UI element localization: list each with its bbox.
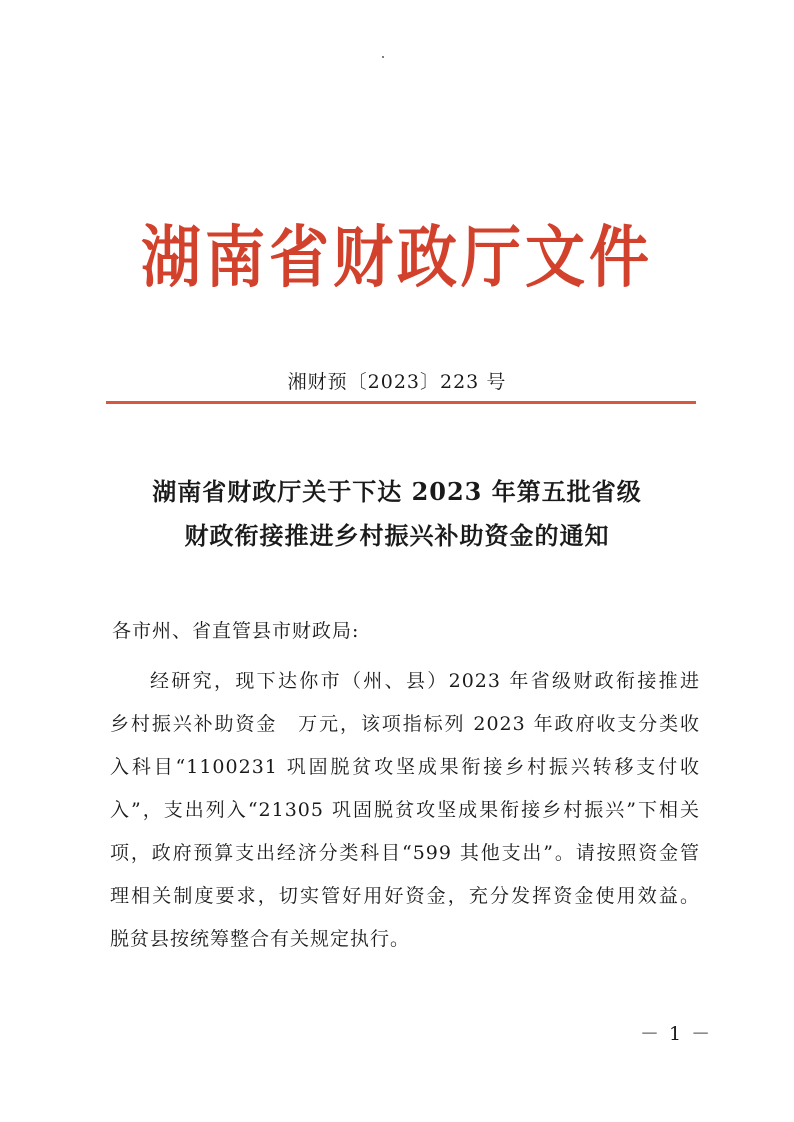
body-line: 项，政府预算支出经济分类科目“599 其他支出”。请按照资金管 (110, 842, 700, 864)
body-text (110, 660, 700, 961)
masthead-title: 湖南省财政厅文件 (141, 218, 653, 298)
body-line: 入科目“1100231 巩固脱贫攻坚成果衔接乡村振兴转移支付收 (110, 756, 700, 778)
document-title (0, 470, 794, 558)
body-line: 脱贫县按统筹整合有关规定执行。 (110, 928, 411, 950)
salutation: 各市州、省直管县市财政局: (112, 620, 360, 642)
document-number: 湘财预〔2023〕223 号 (287, 371, 507, 393)
title-line-1: 湖南省财政厅关于下达 2023 年第五批省级 (152, 477, 642, 506)
title-line-2: 财政衔接推进乡村振兴补助资金的通知 (184, 521, 610, 550)
page-number: － 1 － (640, 1023, 713, 1045)
body-line: 理相关制度要求，切实管好用好资金，充分发挥资金使用效益。 (110, 885, 700, 907)
scan-mark (382, 56, 384, 58)
body-line: 经研究，现下达你市（州、县）2023 年省级财政衔接推进 (150, 670, 700, 692)
red-divider-line (106, 401, 696, 404)
body-line: 乡村振兴补助资金 万元，该项指标列 2023 年政府收支分类收 (110, 713, 700, 735)
body-line: 入”，支出列入“21305 巩固脱贫攻坚成果衔接乡村振兴”下相关 (110, 799, 700, 821)
